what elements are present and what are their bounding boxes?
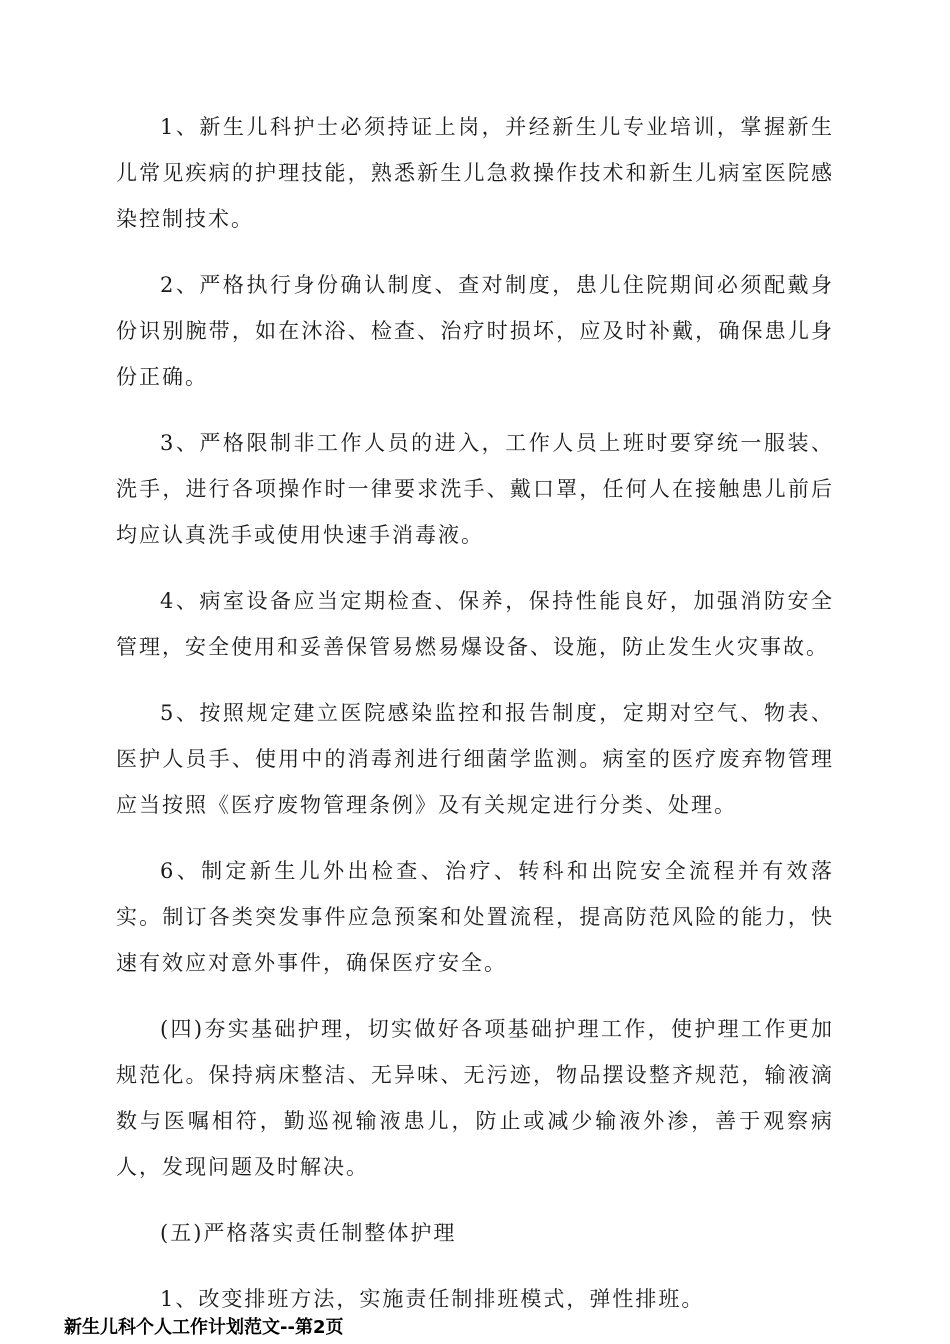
paragraph-item-5: 5、按照规定建立医院感染监控和报告制度，定期对空气、物表、医护人员手、使用中的消毒剂进行细菌学监测。病室的医疗废弃物管理应当按照《医疗废物管理条例》及有关规定进行分类、处理。 (116, 701, 834, 817)
paragraph-item-1: 1、新生儿科护士必须持证上岗，并经新生儿专业培训，掌握新生儿常见疾病的护理技能，熟悉新生儿急救操作技术和新生儿病室医院感染控制技术。 (116, 115, 834, 231)
document-body (116, 104, 834, 1322)
page-footer: 新生儿科个人工作计划范文--第2页 (64, 1317, 344, 1338)
paragraph-item-6: 6、制定新生儿外出检查、治疗、转科和出院安全流程并有效落实。制订各类突发事件应急预案和处置流程，提高防范风险的能力，快速有效应对意外事件，确保医疗安全。 (116, 859, 834, 975)
paragraph-item-2: 2、严格执行身份确认制度、查对制度，患儿住院期间必须配戴身份识别腕带，如在沐浴、检查、治疗时损坏，应及时补戴，确保患儿身份正确。 (116, 273, 834, 389)
paragraph-item-3: 3、严格限制非工作人员的进入，工作人员上班时要穿统一服装、洗手，进行各项操作时一律要求洗手、戴口罩，任何人在接触患儿前后均应认真洗手或使用快速手消毒液。 (116, 431, 834, 547)
paragraph-section-five-item-1: 1、改变排班方法，实施责任制排班模式，弹性排班。 (160, 1287, 705, 1311)
paragraph-item-4: 4、病室设备应当定期检查、保养，保持性能良好，加强消防安全管理，安全使用和妥善保管易燃易爆设备、设施，防止发生火灾事故。 (116, 589, 834, 659)
paragraph-section-four: (四)夯实基础护理，切实做好各项基础护理工作，使护理工作更加规范化。保持病床整洁、无异味、无污迹，物品摆设整齐规范，输液滴数与医嘱相符，勤巡视输液患儿，防止或减少输液外渗，善于观察病人，发现问题及时解决。 (116, 1017, 834, 1179)
paragraph-section-five-heading: (五)严格落实责任制整体护理 (160, 1221, 457, 1245)
